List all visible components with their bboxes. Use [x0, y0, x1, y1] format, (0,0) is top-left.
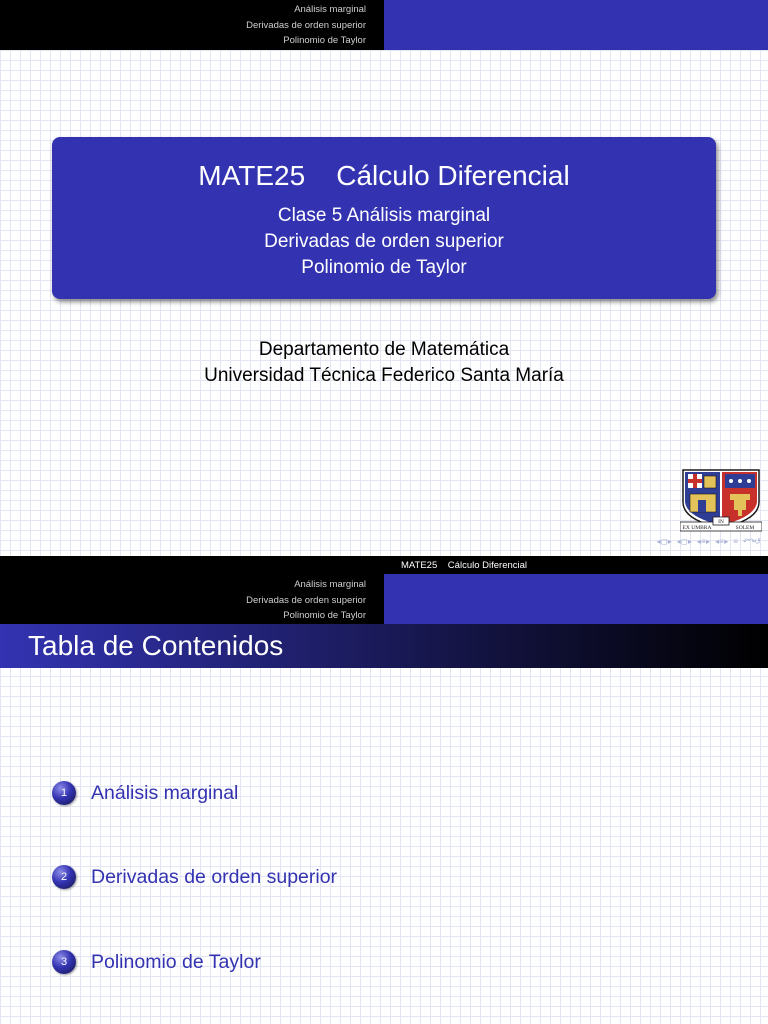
headline-bar	[0, 574, 768, 624]
toc-item[interactable]	[52, 865, 752, 889]
footline-bar	[0, 556, 768, 574]
toc-item[interactable]	[52, 781, 752, 805]
logo-motto-right: SOLEM	[735, 525, 755, 531]
toc-number-ball: 3	[52, 950, 76, 974]
toc-number-ball: 2	[52, 865, 76, 889]
logo-motto-center: IN	[718, 519, 724, 525]
section-navigation	[0, 574, 384, 624]
nav-document-icon[interactable]: ◂ ≡ ▸	[715, 537, 728, 546]
section-navigation	[0, 0, 384, 50]
toc-number-ball: 1	[52, 781, 76, 805]
logo-motto-left: EX UMBRA	[682, 525, 712, 531]
presentation-subtitle-line-1: Clase 5 Análisis marginal	[277, 205, 491, 226]
nav-frame-icon[interactable]: ◂ ◻ ▸	[656, 537, 671, 546]
toc-label[interactable]: Derivadas de orden superior	[91, 865, 338, 888]
university-name: Universidad Técnica Federico Santa María	[204, 365, 564, 386]
nav-subsection-icon[interactable]: ◂ ◻ ▸	[676, 537, 691, 546]
section-link-derivadas[interactable]: Derivadas de orden superior	[246, 594, 366, 606]
title-box	[52, 137, 716, 299]
beamer-navigation-symbols	[657, 537, 760, 546]
presentation-subtitle-line-2: Derivadas de orden superior	[264, 231, 504, 252]
headline-right-panel	[384, 574, 768, 624]
institute	[0, 337, 768, 389]
section-link-taylor[interactable]: Polinomio de Taylor	[283, 35, 366, 46]
toc-slide	[0, 556, 768, 1024]
nav-search-back-icon[interactable]: ↶↷↺	[742, 537, 760, 546]
department-name: Departamento de Matemática	[258, 339, 510, 360]
nav-section-icon[interactable]: ◂ ≡ ▸	[696, 537, 710, 546]
section-link-derivadas[interactable]: Derivadas de orden superior	[246, 19, 366, 31]
section-link-analisis-marginal[interactable]: Análisis marginal	[294, 4, 366, 15]
headline-right-panel	[384, 0, 768, 50]
frame-title: Tabla de Contenidos	[0, 624, 768, 668]
presentation-title: MATE25 Cálculo Diferencial	[198, 160, 570, 191]
section-link-analisis-marginal[interactable]: Análisis marginal	[294, 579, 366, 590]
toc-item[interactable]	[52, 950, 752, 974]
toc-label[interactable]: Polinomio de Taylor	[91, 950, 261, 973]
footline-left	[0, 556, 384, 574]
presentation-subtitle-line-3: Polinomio de Taylor	[301, 257, 467, 278]
university-crest-icon	[680, 468, 762, 534]
section-link-taylor[interactable]: Polinomio de Taylor	[283, 610, 366, 621]
footline-title: MATE25 Cálculo Diferencial	[384, 556, 768, 574]
toc-label[interactable]: Análisis marginal	[91, 781, 239, 804]
nav-toc-icon[interactable]: ≡	[733, 537, 737, 546]
headline-bar	[0, 0, 768, 50]
